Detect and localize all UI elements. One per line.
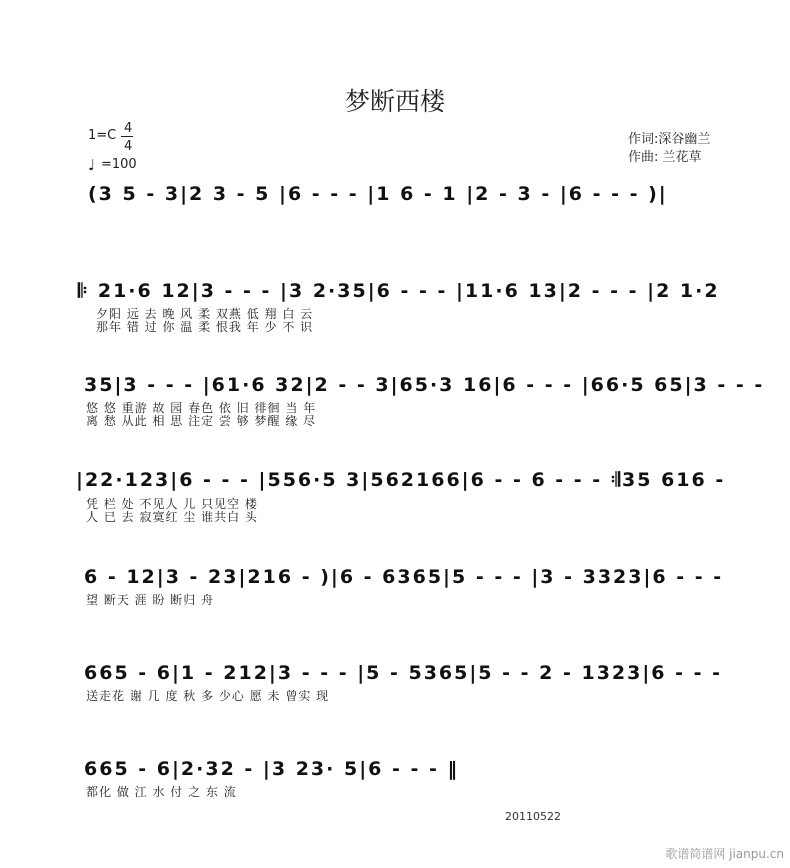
lyrics-line-2-verse-1: 夕阳 远 去 晚 风 柔 双燕 低 翔 白 云 — [96, 307, 314, 321]
lyrics-line-4-verse-1: 凭 栏 处 不见人 儿 只见空 楼 — [86, 497, 258, 511]
quarter-note-icon: ♩ — [88, 156, 96, 174]
lyrics-line-3-verse-2: 离 愁 从此 相 思 注定 尝 够 梦醒 缘 尽 — [86, 414, 317, 428]
lyrics-line-2-verse-2: 那年 错 过 你 温 柔 恨我 年 少 不 识 — [96, 320, 314, 334]
key-signature: 1=C — [88, 128, 117, 143]
notes-line-4: |22·123|6 - - - |556·5 3|562166|6 - - 6 - - - 𝄇35 616 - — [76, 469, 726, 491]
notes-line-6: 665 - 6|1 - 212|3 - - - |5 - 5365|5 - - 2 - 1323|6 - - - — [84, 662, 723, 684]
song-title: 梦断西楼 — [344, 87, 445, 116]
notes-line-2: 𝄆 21·6 12|3 - - - |3 2·35|6 - - - |11·6 13|2 - - - |2 1·2 — [78, 280, 720, 302]
time-signature-divider — [121, 136, 133, 137]
tempo-marking: =100 — [101, 157, 137, 172]
lyrics-line-6: 送走花 谢 几 度 秋 多 少心 愿 未 曾实 现 — [86, 689, 330, 703]
composer-credit: 作曲: 兰花草 — [628, 150, 702, 165]
lyrics-line-5: 望 断天 涯 盼 断归 舟 — [86, 593, 215, 607]
notes-line-5: 6 - 12|3 - 23|216 - )|6 - 6365|5 - - - |3 - 3323|6 - - - — [84, 566, 724, 588]
lyricist-credit: 作词:深谷幽兰 — [628, 132, 711, 147]
notes-line-3: 35|3 - - - |61·6 32|2 - - 3|65·3 16|6 - - - |66·5 65|3 - - - — [84, 374, 765, 396]
time-signature-bottom: 4 — [124, 139, 133, 154]
notes-line-1: (3 5 - 3|2 3 - 5 |6 - - - |1 6 - 1 |2 - 3 - |6 - - - )| — [88, 183, 668, 205]
lyrics-line-7: 都化 做 江 水 付 之 东 流 — [86, 785, 237, 799]
time-signature-top: 4 — [124, 121, 133, 136]
lyrics-line-4-verse-2: 人 已 去 寂寞红 尘 谁共白 头 — [86, 510, 258, 524]
site-watermark: 歌谱简谱网 jianpu.cn — [665, 847, 784, 861]
notes-line-7: 665 - 6|2·32 - |3 23· 5|6 - - - ‖ — [84, 758, 459, 780]
lyrics-line-3-verse-1: 悠 悠 重游 故 园 春色 依 旧 徘徊 当 年 — [86, 401, 317, 415]
date-stamp: 20110522 — [505, 810, 561, 823]
